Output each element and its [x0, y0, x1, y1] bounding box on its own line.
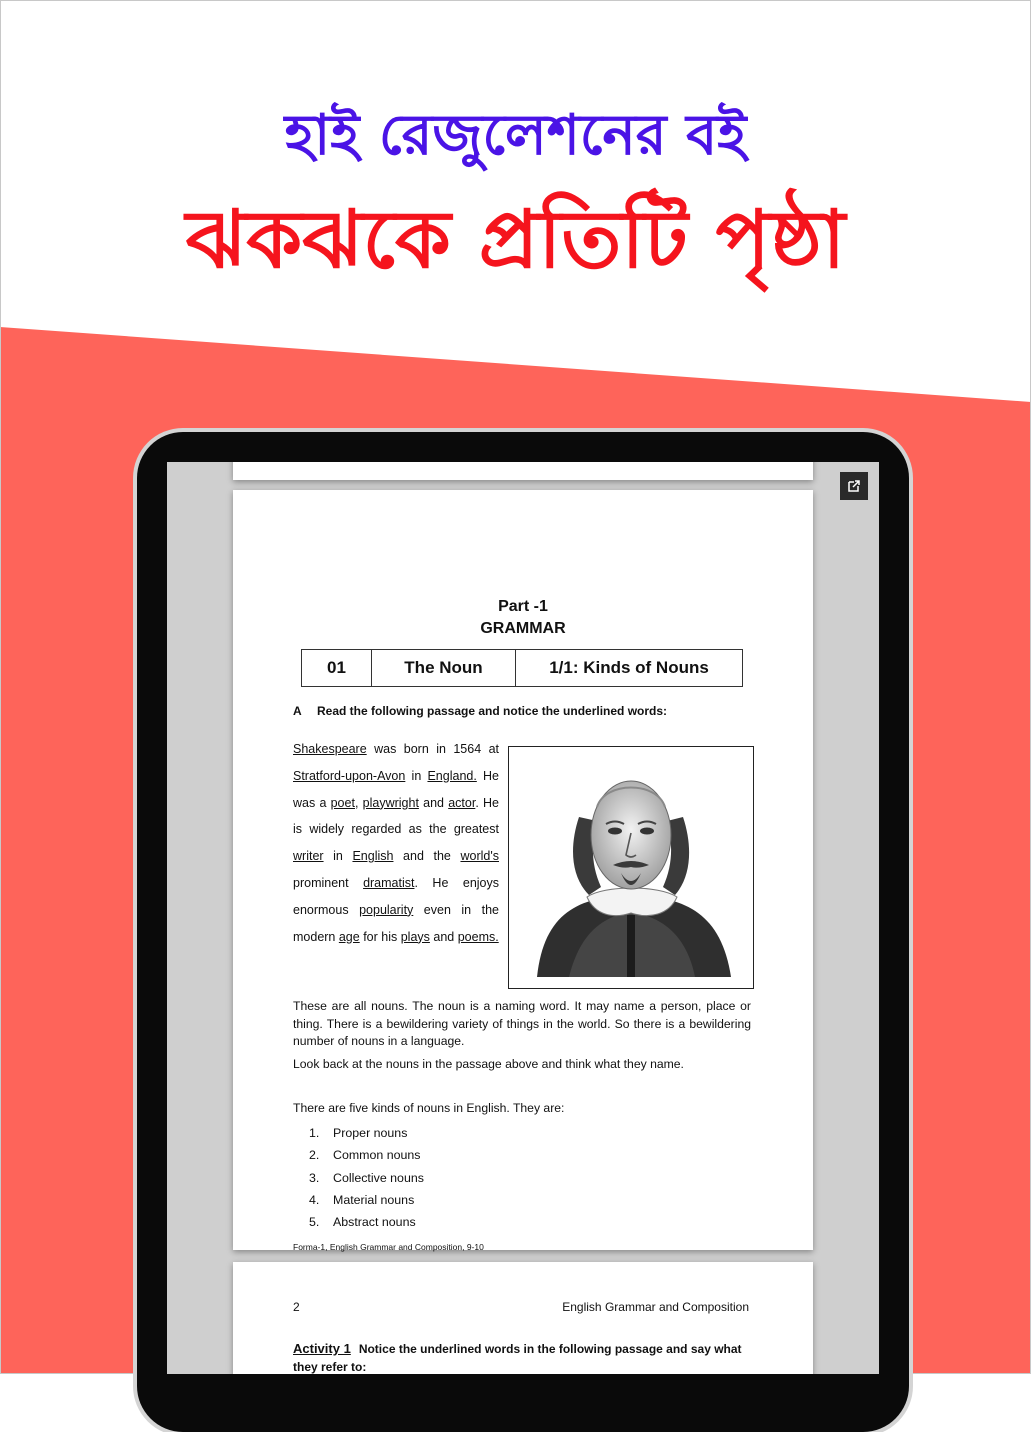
passage-text: . He enjoys enormous: [293, 875, 499, 917]
passage-text: in: [405, 768, 428, 783]
list-item-number: 2.: [309, 1148, 320, 1163]
passage-text: and: [429, 929, 458, 944]
open-external-icon: [846, 478, 862, 494]
list-item-number: 3.: [309, 1170, 320, 1185]
next-book-page: [233, 1262, 813, 1374]
section-heading: GRAMMAR: [480, 620, 566, 637]
activity-instruction: [293, 1340, 763, 1374]
headline-primary: হাই রেজুলেশনের বই: [284, 103, 747, 168]
lesson-title: 1/1: Kinds of Nouns: [549, 658, 709, 677]
portrait-illustration: [509, 747, 753, 988]
chapter-number: 01: [302, 650, 372, 686]
passage-text: . He is widely regarded as the greatest: [293, 795, 499, 837]
underlined-noun: poems.: [457, 929, 499, 944]
underlined-noun: age: [338, 929, 360, 944]
shakespeare-passage: [293, 736, 499, 950]
underlined-noun: writer: [293, 849, 324, 864]
underlined-noun: England.: [427, 768, 477, 783]
book-page: [233, 490, 813, 1250]
list-item: [309, 1189, 424, 1211]
underlined-noun: world's: [460, 849, 499, 864]
underlined-noun: poet,: [330, 795, 359, 810]
list-item-label: Common nouns: [333, 1148, 421, 1163]
list-item: [309, 1144, 424, 1166]
chapter-title: The Noun: [372, 650, 516, 686]
open-external-button[interactable]: [840, 472, 868, 500]
passage-text: was born in 1564 at: [366, 742, 499, 756]
underlined-noun: popularity: [359, 902, 414, 917]
page-number: 2: [293, 1300, 300, 1314]
list-item-number: 5.: [309, 1215, 320, 1230]
list-item-label: Proper nouns: [333, 1126, 408, 1140]
section-a-letter: A: [293, 704, 302, 718]
activity-text: Notice the underlined words in the following passage and say what they refer to:: [293, 1342, 742, 1374]
page-footer: Forma-1, English Grammar and Composition, 9-10: [293, 1242, 484, 1252]
passage-text: He was a: [293, 768, 499, 810]
list-item-number: 4.: [309, 1192, 320, 1207]
list-item: [309, 1211, 424, 1233]
chapter-header-table: [301, 649, 743, 687]
underlined-noun: playwright: [362, 795, 419, 810]
passage-text: for his: [359, 929, 401, 944]
passage-text: in: [323, 849, 353, 864]
headline-secondary: ঝকঝকে প্রতিটি পৃষ্ঠা: [185, 193, 846, 286]
previous-page-edge: [233, 462, 813, 480]
list-item: [309, 1122, 424, 1144]
underlined-noun: plays: [400, 929, 430, 944]
kinds-of-nouns-list: [309, 1122, 424, 1233]
passage-text: prominent: [293, 875, 364, 890]
part-heading: Part -1: [498, 598, 548, 615]
running-title: English Grammar and Composition: [562, 1300, 749, 1314]
underlined-noun: Stratford-upon-Avon: [293, 768, 406, 783]
section-a-text: Read the following passage and notice the underlined words:: [317, 704, 668, 718]
list-item-label: Material nouns: [333, 1192, 415, 1207]
activity-label: Activity 1: [293, 1341, 351, 1356]
list-item-label: Abstract nouns: [333, 1215, 416, 1230]
list-item-number: 1.: [309, 1126, 320, 1140]
pdf-viewer-screen[interactable]: [167, 462, 879, 1374]
list-item: [309, 1167, 424, 1189]
passage-text: and: [418, 795, 449, 810]
underlined-noun: dramatist: [363, 875, 415, 890]
shakespeare-portrait: [508, 746, 754, 989]
paragraph-five-kinds: There are five kinds of nouns in English. They are:: [293, 1101, 565, 1115]
list-item-label: Collective nouns: [333, 1170, 424, 1185]
section-a-instruction: [293, 704, 667, 718]
paragraph-noun-definition: These are all nouns. The noun is a naming word. It may name a person, place or thing. There is a bewildering variety of things in the world. So there is a bewildering number of nouns in a language.: [293, 999, 751, 1048]
underlined-noun: English: [352, 849, 394, 864]
paragraph-look-back: Look back at the nouns in the passage above and think what they name.: [293, 1057, 684, 1071]
passage-text: and the: [393, 849, 461, 864]
underlined-noun: Shakespeare: [293, 742, 367, 756]
passage-text: even in the modern: [293, 902, 499, 944]
underlined-noun: actor: [448, 795, 476, 810]
